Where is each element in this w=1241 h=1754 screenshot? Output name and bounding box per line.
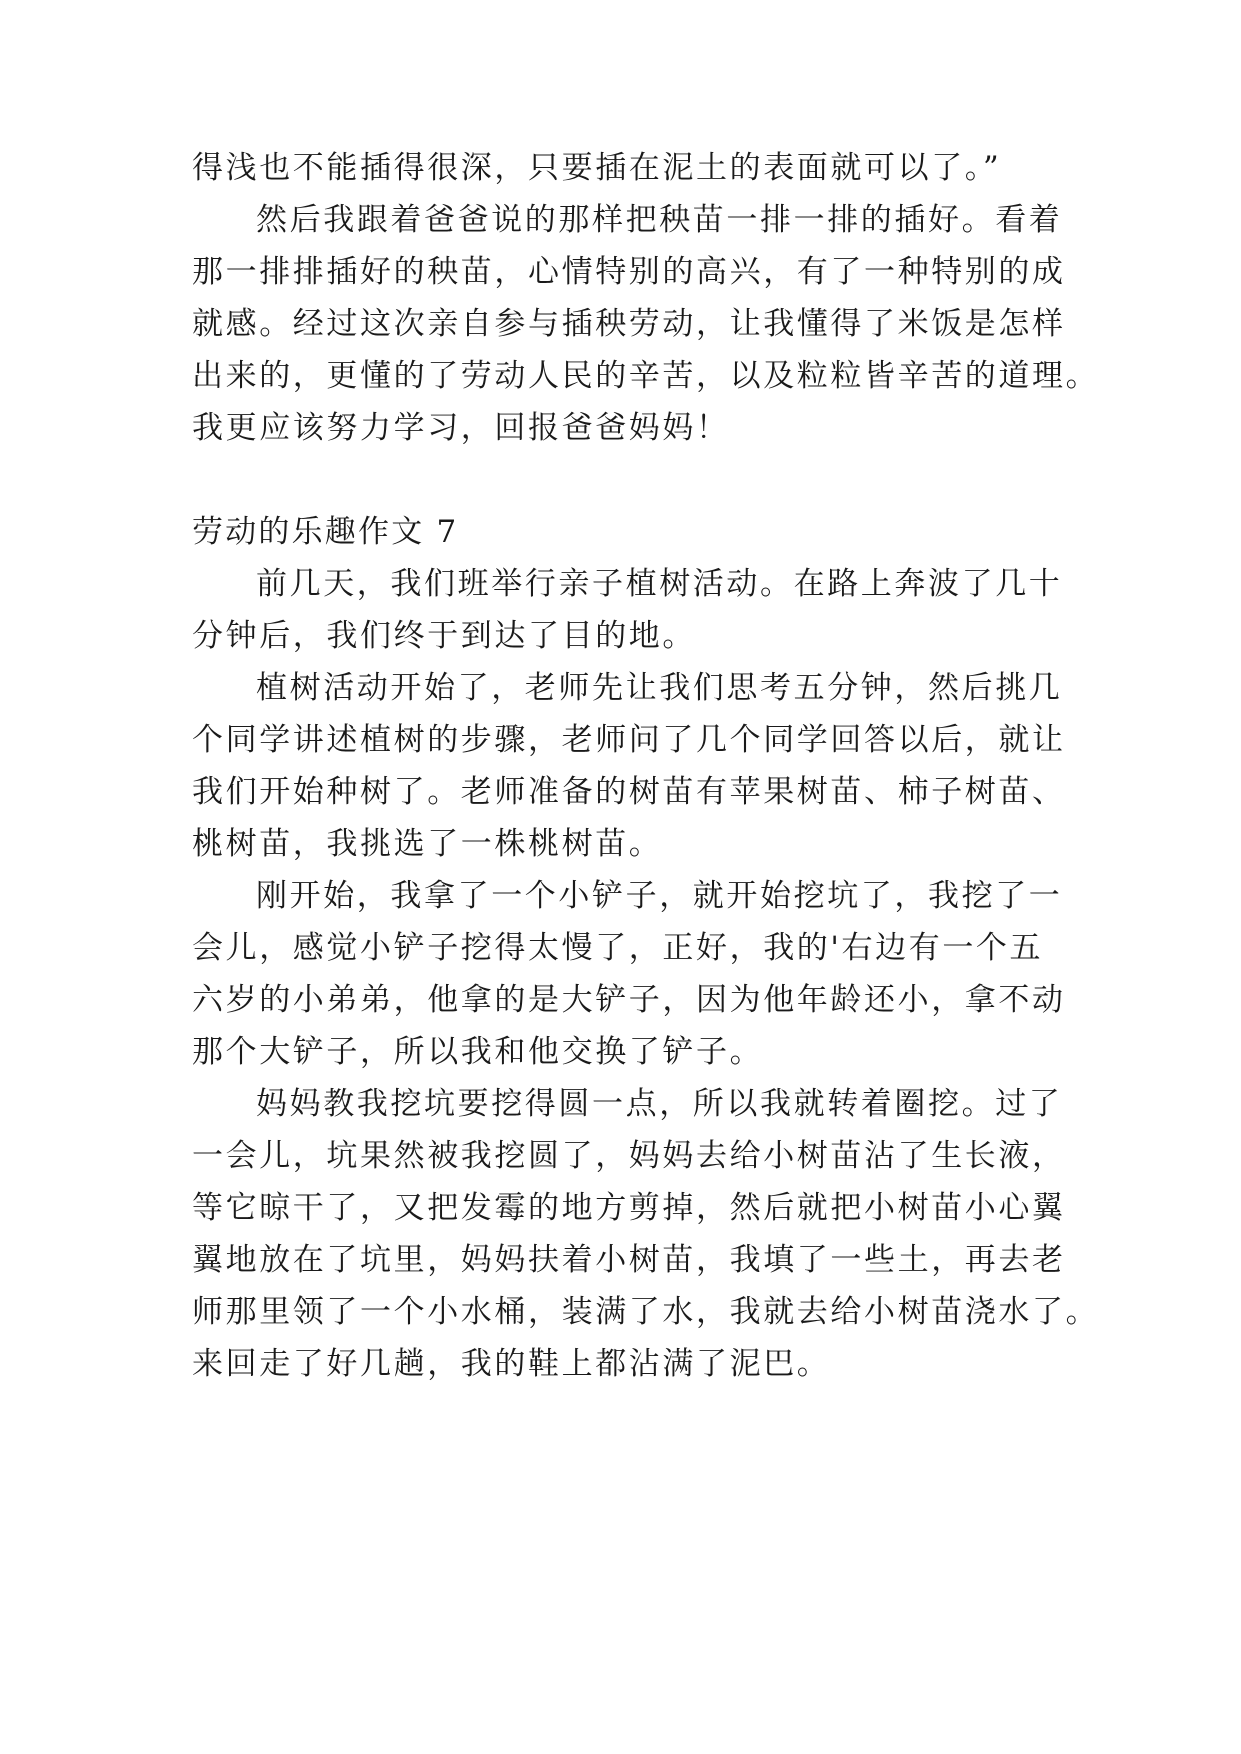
text-line: 师那里领了一个小水桶，装满了水，我就去给小树苗浇水了。 [192,1294,1100,1330]
text-line: 然后我跟着爸爸说的那样把秧苗一排一排的插好。看着 [256,202,1063,238]
text-line: 我更应该努力学习，回报爸爸妈妈！ [192,410,730,446]
text-line: 来回走了好几趟，我的鞋上都沾满了泥巴。 [192,1346,831,1382]
text-line: 前几天，我们班举行亲子植树活动。在路上奔波了几十 [256,566,1063,602]
text-line: 我们开始种树了。老师准备的树苗有苹果树苗、柿子树苗、 [192,774,1066,810]
text-line: 等它晾干了，又把发霉的地方剪掉，然后就把小树苗小心翼 [192,1190,1066,1226]
text-line: 会儿，感觉小铲子挖得太慢了，正好，我的'右边有一个五 [192,930,1044,966]
section-title: 劳动的乐趣作文 7 [192,514,459,550]
text-line: 那一排排插好的秧苗，心情特别的高兴，有了一种特别的成 [192,254,1066,290]
text-line: 桃树苗，我挑选了一株桃树苗。 [192,826,663,862]
text-line: 翼地放在了坑里，妈妈扶着小树苗，我填了一些土，再去老 [192,1242,1066,1278]
text-line: 植树活动开始了，老师先让我们思考五分钟，然后挑几 [256,670,1063,706]
text-line: 妈妈教我挖坑要挖得圆一点，所以我就转着圈挖。过了 [256,1086,1063,1122]
text-line: 那个大铲子，所以我和他交换了铲子。 [192,1034,764,1070]
text-line: 六岁的小弟弟，他拿的是大铲子，因为他年龄还小，拿不动 [192,982,1066,1018]
text-line: 刚开始，我拿了一个小铲子，就开始挖坑了，我挖了一 [256,878,1063,914]
text-line: 分钟后，我们终于到达了目的地。 [192,618,696,654]
text-line: 出来的，更懂的了劳动人民的辛苦，以及粒粒皆辛苦的道理。 [192,358,1100,394]
text-line: 个同学讲述植树的步骤，老师问了几个同学回答以后，就让 [192,722,1066,758]
text-line: 就感。经过这次亲自参与插秧劳动，让我懂得了米饭是怎样 [192,306,1066,342]
text-line: 一会儿，坑果然被我挖圆了，妈妈去给小树苗沾了生长液， [192,1138,1066,1174]
text-line: 得浅也不能插得很深，只要插在泥土的表面就可以了。” [192,150,1002,186]
